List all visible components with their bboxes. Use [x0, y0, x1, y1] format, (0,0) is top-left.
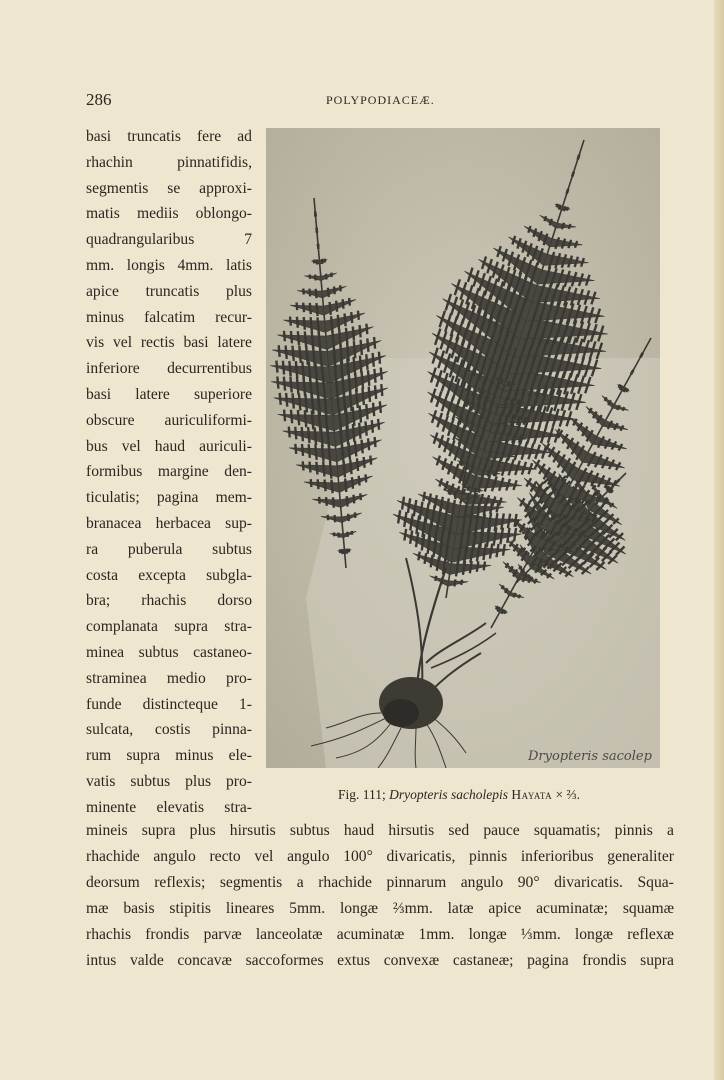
- page-header: [86, 90, 676, 112]
- caption-scale: × ⅔.: [555, 787, 580, 802]
- page-number: 286: [86, 90, 112, 109]
- side-text-line: segmentis se approxi-: [86, 179, 252, 197]
- page-edge: [714, 0, 724, 1080]
- side-text-line: rhachin pinnatifidis,: [86, 153, 252, 171]
- caption-species: Dryopteris sacholepis: [389, 787, 509, 802]
- caption-prefix: Fig. 111;: [338, 787, 386, 802]
- side-text-line: formibus margine den-: [86, 463, 252, 481]
- side-text-line: basi truncatis fere ad: [86, 128, 252, 145]
- side-text-line: vatis subtus plus pro-: [86, 772, 252, 790]
- side-text-line: vis vel rectis basi latere: [86, 334, 252, 352]
- side-text-line: straminea medio pro-: [86, 669, 252, 687]
- body-text-line: mineis supra plus hirsutis subtus haud hirsutis sed pauce squamatis; pinnis a: [86, 822, 674, 839]
- figure-caption: [338, 787, 658, 803]
- side-text-line: ticulatis; pagina mem-: [86, 489, 252, 507]
- fern-illustration: [266, 128, 660, 768]
- caption-author: Hayata: [511, 787, 553, 802]
- side-text-line: funde distincteque 1-: [86, 695, 252, 713]
- side-text-line: branacea herbacea sup-: [86, 514, 252, 532]
- side-text-line: apice truncatis plus: [86, 282, 252, 300]
- side-text-line: complanata supra stra-: [86, 618, 252, 636]
- side-text-line: minente elevatis stra-: [86, 798, 252, 816]
- side-text-line: quadrangularibus 7: [86, 231, 252, 249]
- side-text-line: bra; rhachis dorso: [86, 592, 252, 610]
- body-text-line: rhachide angulo recto vel angulo 100° divaricatis, pinnis inferioribus generaliter: [86, 848, 674, 865]
- side-text-line: bus vel haud auriculi-: [86, 437, 252, 455]
- side-text-line: basi latere superiore: [86, 385, 252, 403]
- side-text-line: minea subtus castaneo-: [86, 643, 252, 661]
- side-text-line: sulcata, costis pinna-: [86, 721, 252, 739]
- side-text-line: rum supra minus ele-: [86, 747, 252, 765]
- fern-specimen-figure: [266, 128, 660, 768]
- full-width-text: [86, 818, 674, 974]
- body-text-line: intus valde concavæ saccoformes extus convexæ castaneæ; pagina frondis supra: [86, 952, 674, 969]
- body-text-line: rhachis frondis parvæ lanceolatæ acuminatæ 1mm. longæ ⅓mm. longæ reflexæ: [86, 926, 674, 943]
- body-text-line: mæ basis stipitis lineares 5mm. longæ ⅔mm. latæ apice acuminatæ; squamæ: [86, 900, 674, 917]
- running-title: POLYPODIACEÆ.: [326, 93, 435, 107]
- specimen-handwritten-label: Dryopteris sacolep: [528, 749, 652, 764]
- side-text-line: ra puberula subtus: [86, 540, 252, 558]
- side-text-line: inferiore decurrentibus: [86, 360, 252, 378]
- side-text-line: minus falcatim recur-: [86, 308, 252, 326]
- body-text-line: deorsum reflexis; segmentis a rhachide pinnarum angulo 90° divaricatis. Squa-: [86, 874, 674, 891]
- side-text-column: [86, 124, 252, 821]
- side-text-line: costa excepta subgla-: [86, 566, 252, 584]
- side-text-line: obscure auriculiformi-: [86, 411, 252, 429]
- side-text-line: mm. longis 4mm. latis: [86, 256, 252, 274]
- side-text-line: matis mediis oblongo-: [86, 205, 252, 223]
